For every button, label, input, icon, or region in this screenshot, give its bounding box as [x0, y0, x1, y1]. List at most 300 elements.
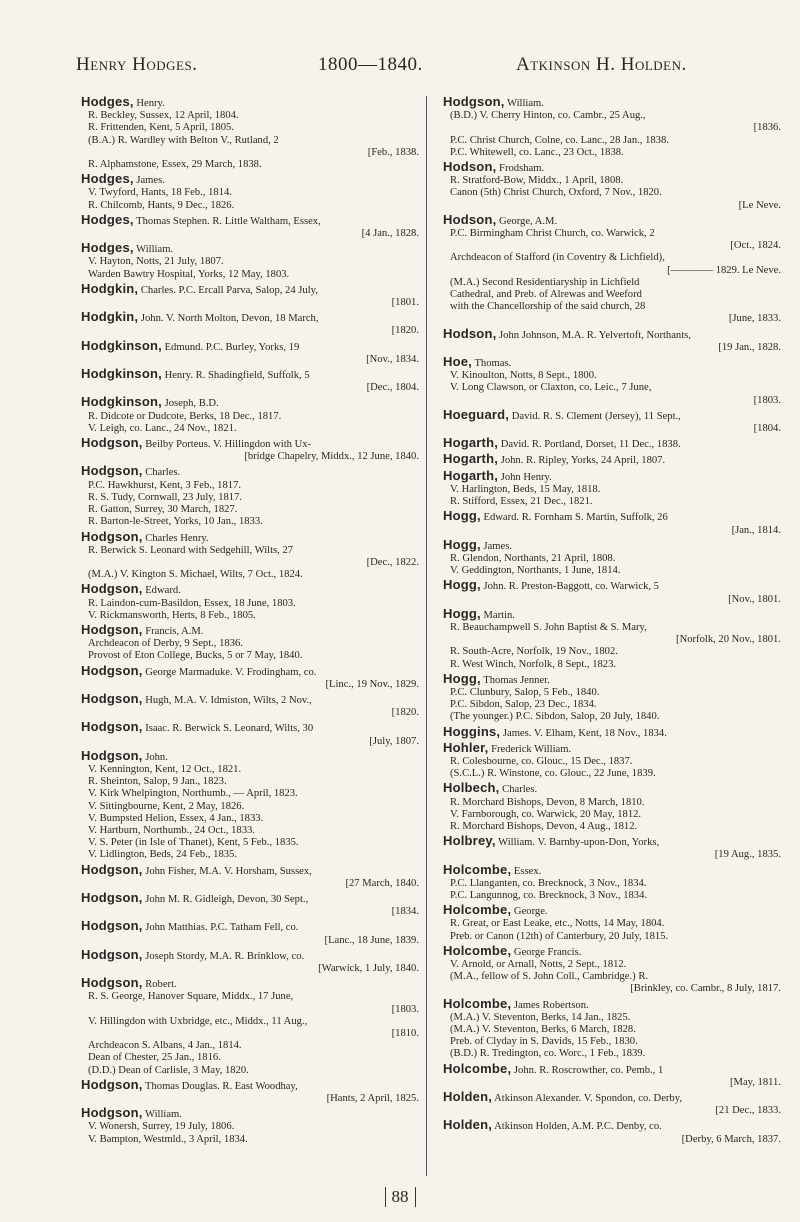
biography-entry [81, 920, 421, 946]
entry-heading [81, 864, 421, 878]
entry-line: [———— 1829. Le Neve. [667, 264, 781, 276]
entry-line: [Feb., 1838. [367, 146, 419, 158]
entry-line: R. South-Acre, Norfolk, 19 Nov., 1802. [450, 646, 618, 658]
entry-heading-text: George, A.M. [496, 215, 558, 227]
entry-heading-text: William. [133, 244, 174, 256]
entry-heading-text: Essex. [511, 865, 542, 877]
entry-heading [81, 340, 421, 354]
entry-line: [Warwick, 1 July, 1840. [318, 963, 419, 974]
header-date-range: 1800—1840. [318, 54, 423, 75]
entry-line: [Le Neve. [738, 199, 781, 211]
entry-heading [81, 396, 421, 410]
biography-entry [81, 214, 421, 240]
entry-heading [443, 161, 783, 175]
entry-heading-text: Joseph Stordy, M.A. R. Brinklow, co. [142, 950, 305, 962]
entry-line: R. Gatton, Surrey, 30 March, 1827. [88, 504, 238, 516]
entry-line: [1820. [391, 325, 419, 337]
entry-surname: Holcombe, [443, 863, 512, 877]
entry-line: R. Berwick S. Leonard with Sedgehill, Wilts, 27 [88, 544, 294, 556]
entry-surname: Hodgkinson, [81, 396, 162, 410]
entry-heading-text: Thomas Stephen. R. Little Waltham, Essex, [133, 215, 321, 227]
entry-heading-text: James Robertson. [511, 999, 589, 1011]
entry-line: P.C. Birmingham Christ Church, co. Warwick, 2 [450, 228, 655, 240]
entry-heading-text: Edward. R. Fornham S. Martin, Suffolk, 26 [480, 512, 668, 524]
entry-surname: Hodgson, [81, 891, 143, 905]
entry-line: (M.A., fellow of S. John Coll., Cambridge.) R. [450, 971, 649, 983]
biography-entry [81, 96, 421, 171]
entry-heading-text: John Fisher, M.A. V. Horsham, Sussex, [142, 865, 312, 877]
entry-line: P.C. Langunnog, co. Brecknock, 3 Nov., 1834. [450, 889, 648, 901]
entry-heading [81, 1079, 421, 1093]
biography-entry [443, 864, 783, 903]
entry-heading-text: John Johnson, M.A. R. Yelvertoft, Northants, [496, 329, 691, 341]
right-column [443, 96, 783, 1148]
entry-heading-text: William. [142, 1109, 182, 1121]
entry-line: V. Kennington, Kent, 12 Oct., 1821. [88, 763, 242, 775]
entry-heading-text: John. R. Ripley, Yorks, 24 April, 1807. [498, 455, 666, 467]
entry-line: [May, 1811. [730, 1076, 781, 1088]
entry-surname: Holden, [443, 1119, 493, 1133]
biography-entry [443, 96, 783, 159]
entry-surname: Hogg, [443, 510, 481, 524]
entry-surname: Hoeguard, [443, 408, 510, 422]
entry-heading [81, 624, 421, 638]
biography-entry [81, 531, 421, 582]
biography-entry [81, 665, 421, 691]
entry-surname: Hodgson, [81, 664, 143, 678]
entry-heading [443, 96, 783, 110]
page-number: 88 [385, 1187, 416, 1207]
biography-entry [443, 539, 783, 578]
biography-entry [443, 579, 783, 605]
entry-heading [443, 539, 783, 553]
entry-heading [81, 368, 421, 382]
entry-surname: Hodges, [81, 213, 134, 227]
entry-heading [81, 173, 421, 187]
entry-line: [Nov., 1834. [366, 353, 419, 365]
entry-heading [443, 453, 783, 467]
entry-heading [443, 470, 783, 484]
entry-heading [443, 864, 783, 878]
entry-line: V. Sittingbourne, Kent, 2 May, 1826. [88, 800, 245, 812]
entry-heading-text: George Francis. [511, 946, 582, 958]
entry-line: [27 March, 1840. [345, 877, 419, 889]
entry-line: R. Didcote or Dudcote, Berks, 18 Dec., 1817. [88, 410, 282, 422]
entry-line: Provost of Eton College, Bucks, 5 or 7 May, 1840. [88, 650, 303, 662]
entry-heading-text: Edward. [142, 585, 181, 597]
entry-line: R. Colesbourne, co. Glouc., 15 Dec., 1837. [450, 755, 633, 767]
entry-line: P.C. Sibdon, Salop, 23 Dec., 1834. [450, 699, 597, 711]
left-column [81, 96, 421, 1148]
entry-line: [19 Jan., 1828. [718, 341, 781, 353]
entry-heading-text: Isaac. R. Berwick S. Leonard, Wilts, 30 [142, 723, 314, 735]
biography-entry [81, 173, 421, 212]
entry-surname: Hodgkin, [81, 282, 139, 296]
entry-heading [443, 782, 783, 796]
entry-surname: Hodgson, [81, 948, 143, 962]
entry-heading [443, 1063, 783, 1077]
entry-line: [Dec., 1822. [366, 556, 419, 568]
entry-line: V. Lidlington, Beds, 24 Feb., 1835. [88, 849, 238, 861]
entry-line: V. Arnold, or Arnall, Notts, 2 Sept., 1812. [450, 959, 627, 970]
entry-surname: Hohler, [443, 741, 489, 755]
entry-heading-text: George Marmaduke. V. Frodingham, co. [142, 666, 317, 678]
biography-entry [81, 1079, 421, 1105]
biography-entry [81, 311, 421, 337]
entry-line: R. Great, or East Leake, etc., Notts, 14 May, 1804. [450, 918, 665, 930]
entry-heading [443, 409, 783, 423]
entry-line: [1804. [753, 423, 781, 435]
entry-line: [Dec., 1804. [366, 382, 419, 394]
entry-surname: Hodgson, [81, 583, 143, 597]
entry-surname: Hodgson, [81, 465, 143, 479]
entry-heading [81, 214, 421, 228]
entry-heading-text: Edmund. P.C. Burley, Yorks, 19 [161, 341, 300, 353]
entry-line: [Hants, 2 April, 1825. [326, 1093, 419, 1105]
entry-line: [Linc., 19 Nov., 1829. [325, 678, 419, 690]
entry-heading [81, 750, 421, 764]
entry-heading-text: Henry. R. Shadingfield, Suffolk, 5 [161, 370, 310, 382]
entry-line: R. Sheinton, Salop, 9 Jan., 1823. [88, 776, 227, 788]
entry-heading-text: James. [133, 175, 165, 187]
entry-surname: Hodgkinson, [81, 339, 162, 353]
entry-line: R. S. George, Hanover Square, Middx., 17 June, [88, 991, 294, 1003]
page-footer [0, 1187, 800, 1207]
entry-line: [Derby, 6 March, 1837. [681, 1133, 781, 1145]
entry-line: P.C. Whitewell, co. Lanc., 23 Oct., 1838. [450, 146, 624, 158]
entry-heading-text: David. R. Portland, Dorset, 11 Dec., 1838. [498, 439, 681, 451]
entry-line: V. Bampton, Westmld., 3 April, 1834. [88, 1133, 248, 1145]
biography-entry [81, 864, 421, 890]
entry-heading [443, 904, 783, 918]
entry-heading [443, 673, 783, 687]
entry-heading [81, 949, 421, 963]
entry-line: [1801. [391, 297, 419, 309]
entry-line: (D.D.) Dean of Carlisle, 3 May, 1820. [88, 1064, 249, 1076]
entry-heading-text: Atkinson Alexander. V. Spondon, co. Derby, [492, 1093, 682, 1105]
biography-entry [443, 1091, 783, 1117]
entry-heading-text: Charles. [142, 467, 181, 479]
entry-line: V. S. Peter (in Isle of Thanet), Kent, 5 Feb., 1835. [88, 837, 299, 849]
entry-line: [bridge Chapelry, Middx., 12 June, 1840. [244, 451, 419, 463]
entry-surname: Hodges, [81, 173, 134, 187]
entry-line: Archdeacon of Derby, 9 Sept., 1836. [88, 638, 243, 650]
entry-surname: Hodgson, [81, 1107, 143, 1121]
entry-line: V. Farnborough, co. Warwick, 20 May, 1812. [450, 808, 642, 820]
entry-line: P.C. Hawkhurst, Kent, 3 Feb., 1817. [88, 479, 242, 491]
biography-entry [81, 750, 421, 862]
biography-entry [443, 673, 783, 724]
entry-heading [443, 608, 783, 622]
header-right: Atkinson H. Holden. [516, 54, 687, 75]
entry-line: (The younger.) P.C. Sibdon, Salop, 20 July, 1840. [450, 711, 660, 723]
entry-surname: Hodgkinson, [81, 368, 162, 382]
entry-heading-text: Frodsham. [496, 163, 545, 175]
entry-surname: Hogarth, [443, 437, 499, 451]
entry-heading-text: Robert. [142, 979, 177, 991]
entry-surname: Hodgkin, [81, 311, 139, 325]
entry-heading-text: James. [480, 540, 513, 552]
entry-heading [81, 583, 421, 597]
entry-surname: Hogarth, [443, 453, 499, 467]
biography-entry [443, 510, 783, 536]
biography-entry [443, 742, 783, 781]
entry-line: V. Twyford, Hants, 18 Feb., 1814. [88, 187, 232, 199]
entry-surname: Hodgson, [81, 920, 143, 934]
entry-heading [443, 510, 783, 524]
entry-heading [443, 437, 783, 451]
entry-heading-text: Beilby Porteus. V. Hillingdon with Ux- [142, 439, 312, 451]
entry-heading-text: Joseph, B.D. [161, 398, 219, 410]
entry-line: [1803. [753, 394, 781, 406]
biography-entry [443, 726, 783, 740]
entry-line: [1803. [391, 1003, 419, 1015]
entry-heading-text: Atkinson Holden, A.M. P.C. Denby, co. [492, 1121, 662, 1133]
entry-surname: Hodgson, [81, 863, 143, 877]
entry-surname: Hodgson, [81, 977, 143, 991]
biography-entry [81, 396, 421, 435]
entry-surname: Hogg, [443, 538, 481, 552]
entry-line: R. Barton-le-Street, Yorks, 10 Jan., 1833. [88, 516, 263, 528]
entry-line: V. Kirk Whelpington, Northumb., — April, 1823. [88, 788, 298, 800]
entry-line: Archdeacon S. Albans, 4 Jan., 1814. [88, 1040, 242, 1052]
entry-line: R. Laindon-cum-Basildon, Essex, 18 June, 1803. [88, 597, 296, 609]
entry-surname: Hodson, [443, 161, 497, 175]
entry-heading [81, 283, 421, 297]
entry-heading-text: Frederick William. [488, 743, 572, 755]
biography-entry [81, 721, 421, 747]
entry-heading [443, 835, 783, 849]
entry-surname: Hodson, [443, 327, 497, 341]
entry-line: [1820. [391, 707, 419, 719]
entry-heading-text: Hugh, M.A. V. Idmiston, Wilts, 2 Nov., [142, 694, 312, 706]
column-divider [426, 96, 427, 1176]
entry-heading [443, 998, 783, 1012]
entry-surname: Hoggins, [443, 725, 501, 739]
entry-line: Warden Bawtry Hospital, Yorks, 12 May, 1803. [88, 268, 290, 280]
entry-line: P.C. Llanganten, co. Brecknock, 3 Nov., 1834. [450, 877, 647, 889]
entry-line: V. Wonersh, Surrey, 19 July, 1806. [88, 1121, 235, 1133]
biography-entry [81, 624, 421, 663]
biography-entry [81, 693, 421, 719]
entry-surname: Hogg, [443, 672, 481, 686]
biography-entry [81, 977, 421, 1077]
entry-heading-text: Martin. [480, 609, 515, 621]
entry-heading [81, 531, 421, 545]
entry-line: [1834. [391, 906, 419, 918]
biography-entry [443, 453, 783, 467]
entry-heading [443, 945, 783, 959]
entry-line: V. Rickmansworth, Herts, 8 Feb., 1805. [88, 609, 256, 621]
entry-surname: Holden, [443, 1091, 493, 1105]
entry-heading [81, 242, 421, 256]
entry-heading [81, 311, 421, 325]
entry-heading [81, 96, 421, 110]
entry-line: [Brinkley, co. Cambr., 8 July, 1817. [630, 983, 781, 995]
entry-line: [21 Dec., 1833. [715, 1105, 781, 1117]
biography-entry [81, 465, 421, 528]
entry-heading-text: John. V. North Molton, Devon, 18 March, [138, 313, 319, 325]
entry-line: R. Stifford, Essex, 21 Dec., 1821. [450, 496, 593, 508]
entry-line: (B.D.) R. Tredington, co. Worc., 1 Feb., 1839. [450, 1048, 646, 1060]
entry-heading [443, 214, 783, 228]
entry-line: R. Glendon, Northants, 21 April, 1808. [450, 552, 616, 564]
entry-line: (M.A.) V. Steventon, Berks, 6 March, 1828. [450, 1024, 636, 1036]
entry-heading [81, 1107, 421, 1121]
entry-heading [443, 356, 783, 370]
entry-heading-text: John. [142, 751, 168, 763]
entry-line: R. Beckley, Sussex, 12 April, 1804. [88, 110, 239, 122]
entry-heading-text: Francis, A.M. [142, 625, 204, 637]
entry-heading-text: John. R. Roscrowther, co. Pemb., 1 [511, 1064, 664, 1076]
entry-heading-text: William. [504, 98, 544, 109]
entry-heading-text: John. R. Preston-Baggott, co. Warwick, 5 [480, 581, 659, 593]
entry-line: V. Hayton, Notts, 21 July, 1807. [88, 256, 224, 268]
biography-entry [81, 949, 421, 975]
entry-heading [443, 1119, 783, 1133]
entry-surname: Hogg, [443, 607, 481, 621]
entry-heading-text: George. [511, 906, 548, 918]
entry-heading [443, 1091, 783, 1105]
entry-heading-text: Henry. [133, 98, 165, 109]
entry-line: R. Stratford-Bow, Middx., 1 April, 1808. [450, 175, 624, 187]
entry-line: with the Chancellorship of the said church, 28 [450, 301, 646, 313]
biography-entry [443, 835, 783, 861]
entry-line: Preb. of Clyday in S. Davids, 15 Feb., 1830. [450, 1036, 638, 1048]
entry-heading [443, 328, 783, 342]
entry-line: V. Geddington, Northants, 1 June, 1814. [450, 565, 621, 577]
biography-entry [443, 904, 783, 943]
entry-surname: Hodson, [443, 213, 497, 227]
entry-surname: Hogg, [443, 579, 481, 593]
biography-entry [81, 242, 421, 281]
biography-entry [81, 437, 421, 463]
entry-heading-text: Charles Henry. [142, 532, 209, 544]
entry-line: Canon (5th) Christ Church, Oxford, 7 Nov., 1820. [450, 187, 662, 199]
entry-line: R. Morchard Bishops, Devon, 8 March, 1810. [450, 796, 645, 808]
entry-line: R. Beauchampwell S. John Baptist & S. Mary, [450, 621, 647, 633]
entry-surname: Holbech, [443, 782, 500, 796]
entry-line: [1810. [391, 1028, 419, 1040]
entry-line: (M.A.) V. Kington S. Michael, Wilts, 7 Oct., 1824. [88, 569, 303, 581]
biography-entry [443, 470, 783, 509]
entry-surname: Hodgson, [81, 437, 143, 451]
entry-surname: Hodgson, [81, 749, 143, 763]
biography-entry [443, 1119, 783, 1145]
biography-entry [443, 945, 783, 996]
entry-heading [81, 977, 421, 991]
entry-line: R. Morchard Bishops, Devon, 4 Aug., 1812. [450, 820, 638, 832]
biography-entry [81, 283, 421, 309]
entry-line: [Oct., 1824. [730, 240, 781, 252]
biography-entry [81, 583, 421, 622]
entry-heading-text: Thomas Jenner. [480, 674, 550, 686]
biography-entry [443, 782, 783, 833]
entry-surname: Hodgson, [81, 1078, 143, 1092]
entry-line: [4 Jan., 1828. [361, 228, 419, 240]
entry-heading-text: John M. R. Gidleigh, Devon, 30 Sept., [142, 893, 309, 905]
entry-line: R. S. Tudy, Cornwall, 23 July, 1817. [88, 491, 243, 503]
entry-heading [81, 437, 421, 451]
entry-line: V. Hartburn, Northumb., 24 Oct., 1833. [88, 824, 255, 836]
biography-entry [443, 161, 783, 212]
entry-line: (M.A.) Second Residentiaryship in Lichfield [450, 276, 640, 288]
entry-heading-text: David. R. S. Clement (Jersey), 11 Sept., [509, 410, 681, 422]
entry-heading-text: Charles. P.C. Ercall Parva, Salop, 24 July, [138, 284, 318, 296]
entry-surname: Hodgson, [81, 721, 143, 735]
entry-surname: Hoe, [443, 356, 472, 370]
entry-line: [Norfolk, 20 Nov., 1801. [676, 634, 781, 646]
biography-entry [443, 437, 783, 451]
entry-surname: Holcombe, [443, 904, 512, 918]
entry-surname: Hodgson, [443, 96, 505, 109]
biography-entry [443, 214, 783, 326]
entry-surname: Holcombe, [443, 997, 512, 1011]
biography-entry [443, 608, 783, 671]
entry-heading-text: Thomas. [471, 358, 512, 370]
entry-heading [81, 693, 421, 707]
entry-heading-text: John Matthias. P.C. Tatham Fell, co. [142, 922, 299, 934]
biography-entry [443, 1063, 783, 1089]
entry-line: [Jan., 1814. [731, 524, 781, 536]
entry-line: R. Frittenden, Kent, 5 April, 1805. [88, 122, 234, 134]
entry-line: (M.A.) V. Steventon, Berks, 14 Jan., 1825. [450, 1011, 631, 1023]
entry-line: Archdeacon of Stafford (in Coventry & Lichfield), [450, 252, 665, 264]
entry-surname: Hodges, [81, 242, 134, 256]
entry-heading [443, 579, 783, 593]
entry-line: V. Long Clawson, or Claxton, co. Leic., 7 June, [450, 382, 652, 394]
entry-surname: Hodges, [81, 96, 134, 109]
entry-line: [June, 1833. [728, 313, 781, 325]
entry-heading-text: John Henry. [498, 471, 552, 483]
entry-line: P.C. Clunbury, Salop, 5 Feb., 1840. [450, 686, 600, 698]
entry-heading-text: Thomas Douglas. R. East Woodhay, [142, 1080, 298, 1092]
entry-line: (B.A.) R. Wardley with Belton V., Rutland, 2 [88, 134, 279, 146]
entry-line: V. Harlington, Beds, 15 May, 1818. [450, 483, 601, 495]
biography-entry [443, 328, 783, 354]
entry-line: (B.D.) V. Cherry Hinton, co. Cambr., 25 Aug., [450, 110, 646, 122]
entry-heading [443, 726, 783, 740]
entry-heading [81, 721, 421, 735]
entry-heading-text: James. V. Elham, Kent, 18 Nov., 1834. [500, 727, 667, 739]
entry-line: V. Bumpsted Helion, Essex, 4 Jan., 1833. [88, 812, 264, 824]
entry-heading-text: William. V. Barnby-upon-Don, Yorks, [495, 837, 660, 849]
entry-line: Cathedral, and Preb. of Alrewas and Weeford [450, 289, 642, 301]
entry-line: [19 Aug., 1835. [714, 849, 781, 861]
entry-line: [Nov., 1801. [728, 593, 781, 605]
entry-heading [81, 465, 421, 479]
entry-heading [81, 920, 421, 934]
entry-line: R. West Winch, Norfolk, 8 Sept., 1823. [450, 658, 617, 670]
entry-heading [81, 892, 421, 906]
entry-line: R. Chilcomb, Hants, 9 Dec., 1826. [88, 199, 235, 211]
entry-line: V. Leigh, co. Lanc., 24 Nov., 1821. [88, 422, 237, 434]
entry-heading-text: Charles. [499, 784, 538, 796]
entry-line: [Lanc., 18 June, 1839. [324, 934, 419, 946]
biography-entry [443, 998, 783, 1061]
entry-line: R. Alphamstone, Essex, 29 March, 1838. [88, 159, 262, 171]
entry-surname: Hodgson, [81, 530, 143, 544]
entry-surname: Holbrey, [443, 835, 496, 849]
entry-line: V. Hillingdon with Uxbridge, etc., Middx., 11 Aug., [88, 1015, 308, 1027]
entry-line: (S.C.L.) R. Winstone, co. Glouc., 22 June, 1839. [450, 768, 656, 780]
biography-entry [81, 340, 421, 366]
entry-line: Dean of Chester, 25 Jan., 1816. [88, 1052, 221, 1064]
entry-line: [July, 1807. [369, 735, 419, 747]
entry-surname: Hogarth, [443, 469, 499, 483]
entry-heading [443, 742, 783, 756]
entry-line: Preb. or Canon (12th) of Canterbury, 20 July, 1815. [450, 930, 669, 942]
